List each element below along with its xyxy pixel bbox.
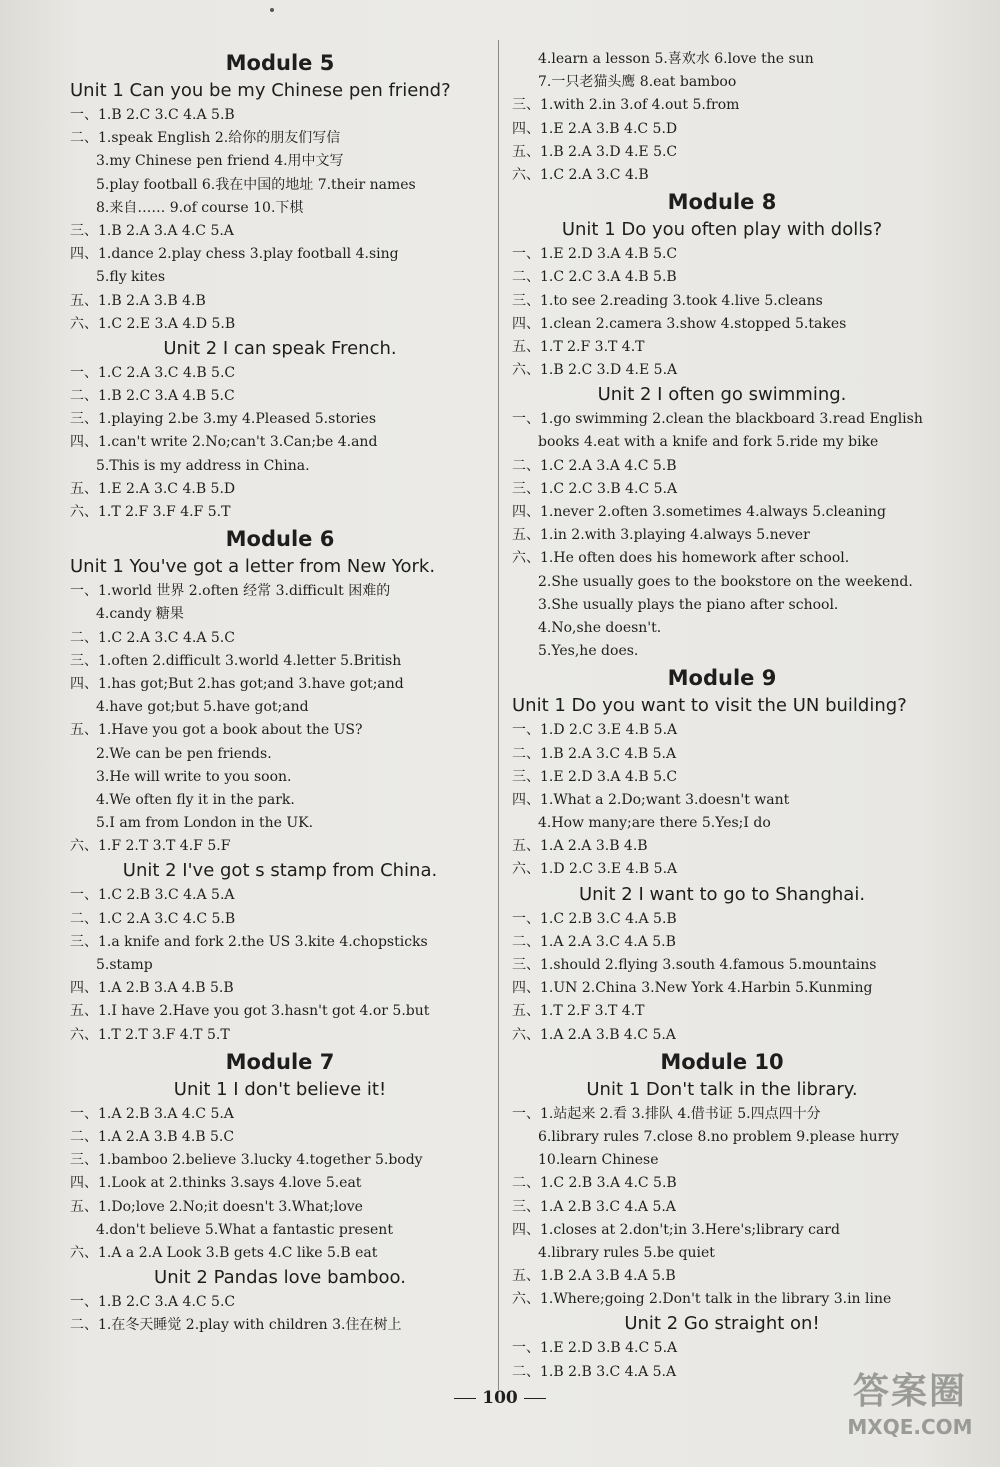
answer-line: 六、1.C 2.A 3.C 4.B — [512, 166, 649, 183]
unit-heading: Unit 1 Do you often play with dolls? — [561, 219, 883, 241]
answer-line: 三、1.C 2.C 3.B 4.C 5.A — [512, 480, 678, 497]
answer-line: 五、1.T 2.F 3.T 4.T — [512, 338, 645, 355]
answer-line: 二、1.B 2.A 3.C 4.B 5.A — [512, 745, 677, 762]
answer-line-continued: 4.candy 糖果 — [96, 606, 184, 623]
answer-line: 一、1.A 2.B 3.A 4.C 5.A — [70, 1105, 234, 1122]
answer-line: 四、1.can't write 2.No;can't 3.Can;be 4.and — [70, 434, 378, 451]
answer-line: 一、1.C 2.A 3.C 4.B 5.C — [70, 364, 236, 381]
answer-line: 三、1.playing 2.be 3.my 4.Pleased 5.stories — [70, 411, 377, 428]
answer-line: 六、1.A a 2.A Look 3.B gets 4.C like 5.B eat — [70, 1244, 378, 1261]
answer-line-continued: 8.来自…… 9.of course 10.下棋 — [96, 199, 304, 216]
answer-line: 三、1.bamboo 2.believe 3.lucky 4.together 5.body — [70, 1152, 423, 1169]
answer-line: 三、1.A 2.B 3.C 4.A 5.A — [512, 1198, 676, 1215]
answer-line: 一、1.C 2.B 3.C 4.A 5.B — [512, 910, 677, 927]
answer-line: 一、1.B 2.C 3.A 4.C 5.C — [70, 1294, 236, 1311]
answer-line: 二、1.C 2.A 3.A 4.C 5.B — [512, 457, 677, 474]
answer-line: 六、1.A 2.A 3.B 4.C 5.A — [512, 1026, 676, 1043]
answer-line-continued: 5.fly kites — [96, 269, 166, 286]
answer-line: 五、1.Have you got a book about the US? — [70, 722, 363, 739]
answer-line: 六、1.He often does his homework after school. — [512, 550, 850, 567]
answer-line-continued: 3.He will write to you soon. — [96, 768, 292, 785]
unit-heading: Unit 1 I don't believe it! — [173, 1078, 387, 1100]
unit-heading: Unit 2 I often go swimming. — [597, 384, 847, 406]
unit-heading: Unit 1 Can you be my Chinese pen friend? — [70, 80, 451, 101]
answer-line-continued: 3.my Chinese pen friend 4.用中文写 — [96, 153, 344, 170]
answer-line-continued: 2.She usually goes to the bookstore on the weekend. — [538, 573, 913, 590]
watermark — [830, 1370, 990, 1462]
answer-line: 二、1.在冬天睡觉 2.play with children 3.住在树上 — [70, 1317, 402, 1334]
module-heading: Module 10 — [660, 1049, 784, 1074]
answer-line: 二、1.C 2.B 3.A 4.C 5.B — [512, 1175, 677, 1192]
answer-line: 三、1.with 2.in 3.of 4.out 5.from — [512, 97, 740, 114]
answer-line: 六、1.T 2.T 3.F 4.T 5.T — [70, 1026, 230, 1043]
unit-heading: Unit 1 Do you want to visit the UN building? — [512, 695, 907, 717]
answer-line: 二、1.B 2.C 3.A 4.B 5.C — [70, 388, 235, 405]
answer-line: 五、1.A 2.A 3.B 4.B — [512, 838, 648, 855]
module-heading: Module 8 — [667, 190, 777, 215]
watermark-url: MXQE.COM — [847, 1415, 973, 1439]
answer-line: 三、1.a knife and fork 2.the US 3.kite 4.chopsticks — [70, 933, 428, 950]
answer-line: 五、1.I have 2.Have you got 3.hasn't got 4.or 5.but — [70, 1003, 430, 1020]
answer-line: 二、1.C 2.A 3.C 4.A 5.C — [70, 629, 235, 646]
answer-line-continued: 4.We often fly it in the park. — [96, 791, 295, 808]
answer-line: 四、1.Look at 2.thinks 3.says 4.love 5.eat — [70, 1175, 362, 1192]
answer-line: 五、1.B 2.A 3.B 4.A 5.B — [512, 1268, 676, 1285]
answer-line: 三、1.to see 2.reading 3.took 4.live 5.cleans — [512, 292, 823, 309]
column-divider — [498, 40, 499, 1390]
answer-line: 四、1.E 2.A 3.B 4.C 5.D — [512, 120, 678, 137]
answer-line-continued: books 4.eat with a knife and fork 5.ride my bike — [538, 434, 879, 451]
unit-heading: Unit 1 Don't talk in the library. — [586, 1078, 858, 1100]
answer-line: 四、1.UN 2.China 3.New York 4.Harbin 5.Kunming — [512, 980, 873, 997]
answer-line: 六、1.Where;going 2.Don't talk in the library 3.in line — [512, 1291, 892, 1308]
answer-line: 五、1.B 2.A 3.B 4.B — [70, 292, 206, 309]
answer-line: 五、1.Do;love 2.No;it doesn't 3.What;love — [70, 1198, 363, 1215]
answer-line: 一、1.D 2.C 3.E 4.B 5.A — [512, 722, 678, 739]
answer-line: 四、1.closes at 2.don't;in 3.Here's;library card — [512, 1221, 840, 1238]
answer-line: 二、1.B 2.B 3.C 4.A 5.A — [512, 1363, 677, 1380]
answer-line: 六、1.D 2.C 3.E 4.B 5.A — [512, 861, 678, 878]
unit-heading: Unit 2 I've got s stamp from China. — [122, 860, 438, 882]
answer-line-continued: 5.I am from London in the UK. — [96, 815, 314, 832]
binding-mark — [270, 8, 274, 12]
answer-line: 一、1.go swimming 2.clean the blackboard 3.read English — [512, 411, 923, 428]
answer-line: 三、1.should 2.flying 3.south 4.famous 5.mountains — [512, 957, 877, 973]
right-column — [512, 48, 932, 1384]
answer-line: 四、1.dance 2.play chess 3.play football 4.sing — [70, 246, 399, 263]
answer-line-continued: 5.This is my address in China. — [96, 457, 310, 474]
answer-line: 五、1.in 2.with 3.playing 4.always 5.never — [512, 527, 810, 544]
answer-line-continued: 4.don't believe 5.What a fantastic present — [96, 1221, 393, 1238]
answer-line: 五、1.E 2.A 3.C 4.B 5.D — [70, 480, 236, 497]
answer-line: 四、1.A 2.B 3.A 4.B 5.B — [70, 980, 234, 997]
answer-line: 一、1.站起来 2.看 3.排队 4.借书证 5.四点四十分 — [512, 1105, 821, 1122]
answer-line-continued: 2.We can be pen friends. — [96, 745, 272, 762]
answer-line: 六、1.C 2.E 3.A 4.D 5.B — [70, 315, 236, 332]
answer-line: 五、1.B 2.A 3.D 4.E 5.C — [512, 143, 678, 160]
answer-line: 五、1.T 2.F 3.T 4.T — [512, 1003, 645, 1020]
module-heading: Module 7 — [225, 1049, 335, 1074]
answer-line: 一、1.E 2.D 3.A 4.B 5.C — [512, 246, 678, 263]
answer-line-continued: 5.stamp — [96, 957, 153, 973]
answer-line-continued: 4.have got;but 5.have got;and — [96, 699, 309, 716]
unit-heading: Unit 2 I want to go to Shanghai. — [578, 883, 866, 905]
answer-line-continued: 4.How many;are there 5.Yes;I do — [538, 815, 771, 832]
unit-heading: Unit 2 Go straight on! — [624, 1313, 820, 1335]
answer-line: 一、1.world 世界 2.often 经常 3.difficult 困难的 — [70, 583, 391, 600]
answer-line: 二、1.C 2.A 3.C 4.C 5.B — [70, 910, 236, 927]
unit-heading: Unit 2 I can speak French. — [163, 337, 397, 359]
answer-line: 四、1.has got;But 2.has got;and 3.have got;and — [70, 675, 404, 692]
answer-line: 六、1.F 2.T 3.T 4.F 5.F — [70, 838, 231, 855]
watermark-logo: 答案圈 — [852, 1371, 967, 1412]
answer-line: 六、1.B 2.C 3.D 4.E 5.A — [512, 362, 678, 379]
answer-line: 四、1.never 2.often 3.sometimes 4.always 5.cleaning — [512, 504, 887, 520]
answer-line: 一、1.E 2.D 3.B 4.C 5.A — [512, 1340, 678, 1357]
answer-line: 二、1.speak English 2.给你的朋友们写信 — [70, 130, 341, 147]
answer-line: 三、1.E 2.D 3.A 4.B 5.C — [512, 768, 678, 785]
answer-line-continued: 4.learn a lesson 5.喜欢水 6.love the sun — [538, 51, 814, 67]
module-heading: Module 6 — [225, 527, 335, 552]
module-heading: Module 5 — [225, 51, 335, 75]
answer-line-continued: 5.Yes,he does. — [538, 643, 639, 660]
answer-line: 二、1.A 2.A 3.C 4.A 5.B — [512, 933, 676, 950]
left-column — [70, 48, 490, 1337]
answer-line: 四、1.clean 2.camera 3.show 4.stopped 5.takes — [512, 315, 847, 332]
answer-line-continued: 4.No,she doesn't. — [538, 619, 662, 636]
page-number: 100 — [440, 1388, 560, 1408]
answer-line: 二、1.A 2.A 3.B 4.B 5.C — [70, 1128, 235, 1145]
answer-line: 三、1.often 2.difficult 3.world 4.letter 5.British — [70, 652, 402, 669]
answer-line: 二、1.C 2.C 3.A 4.B 5.B — [512, 269, 677, 286]
unit-heading: Unit 1 You've got a letter from New York. — [70, 556, 436, 578]
module-heading: Module 9 — [667, 666, 777, 691]
answer-line-continued: 4.library rules 5.be quiet — [538, 1244, 715, 1261]
answer-line-continued: 5.play football 6.我在中国的地址 7.their names — [96, 176, 416, 193]
answer-line-continued: 3.She usually plays the piano after school. — [538, 596, 839, 613]
answer-line: 一、1.C 2.B 3.C 4.A 5.A — [70, 887, 235, 904]
answer-line: 六、1.T 2.F 3.F 4.F 5.T — [70, 504, 231, 520]
answer-line: 四、1.What a 2.Do;want 3.doesn't want — [512, 791, 790, 808]
answer-line: 三、1.B 2.A 3.A 4.C 5.A — [70, 222, 234, 239]
answer-line-continued: 7.一只老猫头鹰 8.eat bamboo — [538, 74, 737, 91]
answer-line-continued: 6.library rules 7.close 8.no problem 9.please hurry — [538, 1128, 899, 1145]
unit-heading: Unit 2 Pandas love bamboo. — [154, 1267, 406, 1289]
answer-line: 一、1.B 2.C 3.C 4.A 5.B — [70, 107, 235, 123]
answer-line-continued: 10.learn Chinese — [538, 1152, 659, 1169]
